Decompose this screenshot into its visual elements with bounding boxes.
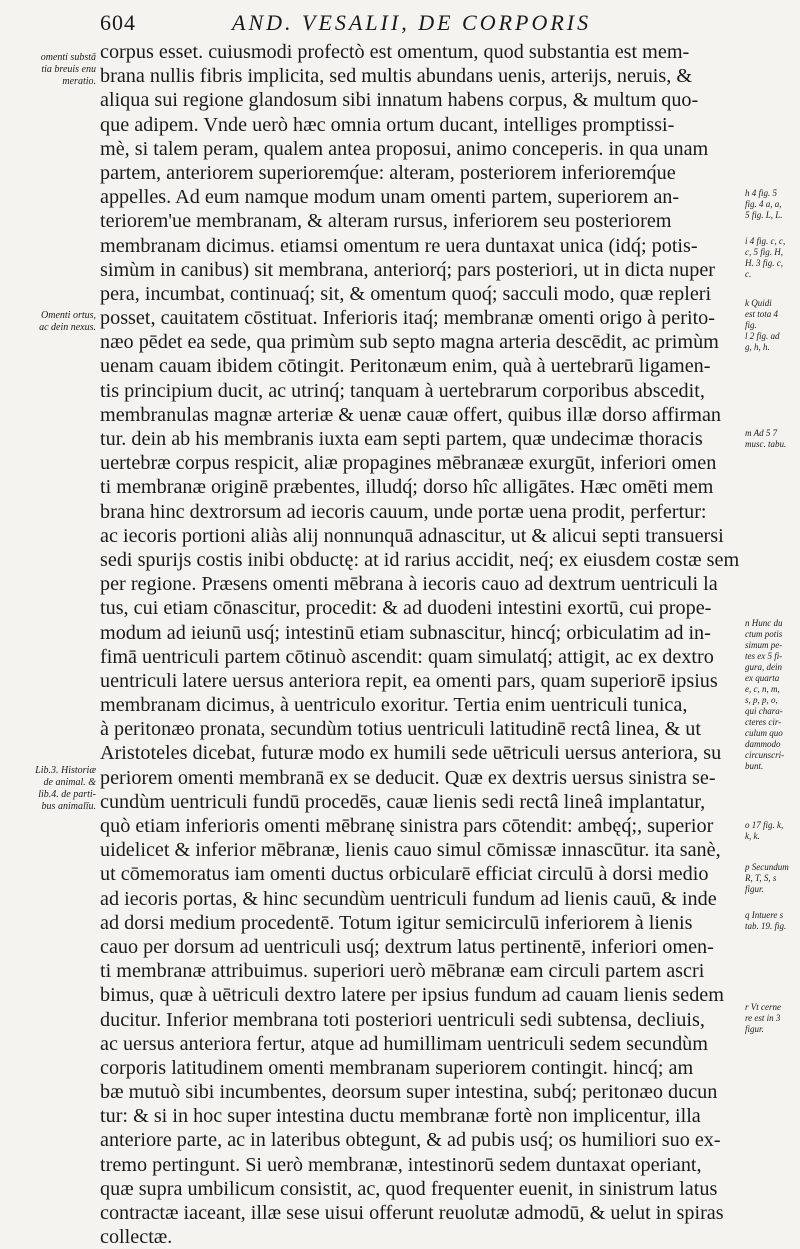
margin-note-line: fig. 4 a, a, <box>745 199 782 209</box>
text-line: brana hinc dextrorsum ad iecoris cauum, unde portæ uena prodit, perfertur: <box>100 500 707 523</box>
margin-note-line: tab. 19. fig. <box>745 921 787 931</box>
text-line: quæ supra umbilicum consistit, ac, quod frequenter euenit, in sinistrum latus <box>100 1177 718 1200</box>
margin-note-line: figur. <box>745 884 764 894</box>
text-line: aliqua sui regione glandosum sibi innatum habens corpus, & multum quo- <box>100 89 699 112</box>
text-line: ti membranæ attribuimus. superiori uerò mēbranæ eam circuli partem ascri <box>100 960 705 983</box>
margin-note-left-2 <box>4 310 96 334</box>
margin-note-line: figur. <box>745 1024 764 1034</box>
margin-note-line: est tota 4 <box>745 309 778 319</box>
text-line: membranam dicimus, à uentriculo exoritur. Tertia enim uentriculi tunica, <box>100 694 688 717</box>
text-line: contractæ iaceant, illæ sese uisui offerunt reuolutæ admodū, & uelut in spiras <box>100 1202 724 1224</box>
text-line: per regione. Præsens omenti mēbrana à iecoris cauo ad dextrum uentriculi la <box>100 573 718 596</box>
margin-note-right-i <box>745 236 797 280</box>
margin-note-line: qui chara- <box>745 706 783 716</box>
margin-note-right-r <box>745 1002 797 1035</box>
text-line: bimus, quæ à uētriculi dextro latere per ipsius fundum ad cauam lienis sedem <box>100 984 724 1007</box>
margin-note-line: bus animalīu. <box>41 801 96 812</box>
margin-note-right-n <box>745 618 797 772</box>
text-line: à peritonæo pronata, secundùm totius uentriculi latitudinē rectâ linea, & ut <box>100 718 701 741</box>
margin-note-line: meratio. <box>62 76 96 87</box>
margin-note-line: ac dein nexus. <box>39 322 96 333</box>
running-title: AND. VESALII, DE CORPORIS <box>232 10 592 35</box>
text-line: Aristoteles dicebat, futuræ modo ex humili sede uētriculi uersus anteriora, su <box>100 742 722 765</box>
margin-note-line: circunscri- <box>745 750 785 760</box>
margin-note-line: gura, dein <box>745 662 782 672</box>
margin-note-right-p <box>745 862 797 895</box>
text-line: tis principium ducit, ac utrinq́; tanquam à uertebrarum corporibus abscedit, <box>100 379 705 402</box>
margin-note-line: g, h, h. <box>745 342 770 352</box>
text-line: fimā uentriculi partem cōtinuò ascendit: quam simulatq́; attigit, ac ex dextro <box>100 645 714 668</box>
margin-note-line: H. 3 fig. c, <box>745 258 783 268</box>
text-line: pera, incumbat, continuaq́; sit, & omentum quoq́; sacculi modo, quæ repleri <box>100 282 712 305</box>
margin-note-line: de animal. & <box>43 777 96 788</box>
margin-note-line: Omenti ortus, <box>41 310 96 321</box>
margin-note-line: p Secundum <box>745 862 789 872</box>
text-line: membranam dicimus. etiamsi omentum re uera duntaxat unica (idq́; potis- <box>100 234 698 257</box>
margin-note-line: q Intuere s <box>745 910 784 920</box>
margin-note-line: dammodo <box>745 739 781 749</box>
page-number: 604 <box>100 10 136 35</box>
margin-note-line: k, k. <box>745 831 760 841</box>
margin-note-line: k Quidi <box>745 298 772 308</box>
text-line: partem, anteriorem superioremq́ue: alteram, posteriorem inferioremq́ue <box>100 161 676 184</box>
margin-note-line: m Ad 5 7 <box>745 428 778 438</box>
margin-note-line: n Hunc du <box>745 618 783 628</box>
text-line: modum ad ieiunū usq́; intestinū etiam subnascitur, hincq́; orbiculatim ad in- <box>100 621 711 644</box>
text-line: anteriore parte, ac in lateribus obtegunt, & ad pubis usq́; os humiliori suo ex- <box>100 1129 721 1152</box>
text-line: ac iecoris portioni aliàs alij nonnunquā adnascitur, ut & alicui septi transuersi <box>100 524 724 547</box>
margin-note-left-1 <box>4 52 96 88</box>
margin-note-line: 5 fig. L, L. <box>745 210 783 220</box>
text-line: bæ mutuò sibi incumbentes, deorsum super intestina, subq́; peritonæo ducun <box>100 1081 718 1104</box>
margin-note-line: R, T, S, s <box>745 873 777 883</box>
margin-note-line: ex quarta <box>745 673 780 683</box>
text-line: tremo pertingunt. Si uerò membranæ, intestinorū sedem duntaxat operiant, <box>100 1153 702 1176</box>
margin-note-line: r Vt cerne <box>745 1002 781 1012</box>
margin-note-line: omenti substā <box>40 52 96 63</box>
margin-note-line: fig. <box>745 320 757 330</box>
margin-note-line: l 2 fig. ad <box>745 331 780 341</box>
margin-note-line: tes ex 5 fi- <box>745 651 783 661</box>
text-line: mè, si talem peram, qualem antea proposui, animo conceperis. in qua unam <box>100 137 709 160</box>
margin-note-line: Lib.3. Historiæ <box>35 765 96 776</box>
margin-note-line: re est in 3 <box>745 1013 781 1023</box>
text-line: uidelicet & inferior mēbranæ, lienis cauo simul cōmissæ innascūtur. ita sanè, <box>100 839 721 862</box>
margin-note-line: lib.4. de parti- <box>38 789 96 800</box>
text-line: que adipem. Vnde uerò hæc omnia ortum ducant, intelliges promptissi- <box>100 113 675 136</box>
text-line: sedi spurijs costis inibi obductę: at id rarius accidit, neq́; ex eiusdem costæ sem <box>100 548 740 571</box>
text-line: tur. dein ab his membranis iuxta eam septi partem, quæ undecimæ thoracis <box>100 428 703 450</box>
text-line: periorem omenti membranā ex se deducit. Quæ ex dextris uersus sinistra se- <box>100 766 716 789</box>
text-line: næo pēdet ea sede, qua primùm sub septo magna arteria descēdit, ac primùm <box>100 331 719 354</box>
text-line: teriorem'ue membranam, & alteram rursus, inferiorem seu posteriorem <box>100 210 672 233</box>
margin-note-line: o 17 fig. k, <box>745 820 784 830</box>
margin-note-line: ctum potis <box>745 629 783 639</box>
text-line: corpus esset. cuiusmodi profectò est omentum, quod substantia est mem- <box>100 41 690 63</box>
margin-note-line: tia breuis enu <box>41 64 96 75</box>
text-line: posset, cauitatem cōstituat. Inferioris itaq́; membranæ omenti origo à perito- <box>100 307 715 330</box>
text-line: cundùm uentriculi fundū procedēs, cauæ lienis sedi rectâ lineâ implantatur, <box>100 790 706 813</box>
text-line: uenam cauam ibidem cōtingit. Peritonæum enim, quà à uertebrarū ligamen- <box>100 355 711 378</box>
margin-note-right-q <box>745 910 797 932</box>
text-line: ducitur. Inferior membrana toti posteriori uentriculi sedi subtensa, decliuis, <box>100 1008 705 1031</box>
margin-note-line: h 4 fig. 5 <box>745 188 778 198</box>
text-line: uertebræ corpus respicit, aliæ propagines mēbranææ exurgūt, inferiori omen <box>100 452 717 475</box>
margin-note-line: c. <box>745 269 752 279</box>
margin-note-line: e, c, n, m, <box>745 684 780 694</box>
text-line: tur: & si in hoc super intestina ductu membranæ fortè non implicentur, illa <box>100 1105 701 1128</box>
text-line: corporis latitudinem omenti membranam superiorem contingit. hincq́; am <box>100 1056 694 1079</box>
margin-note-line: simum pe- <box>745 640 783 650</box>
text-line: quò etiam inferioris omenti mēbranę sinistra pars cōtendit: ambęq́;, superior <box>100 815 714 837</box>
text-line: cauo per dorsum ad uentriculi usq́; dextrum latus pertinentē, inferiori omen- <box>100 935 714 958</box>
margin-note-line: i 4 fig. c, c, <box>745 236 786 246</box>
text-line: ad dorsi medium procedentē. Totum igitur semicirculū inferiorem à lienis <box>100 911 693 934</box>
text-line: appelles. Ad eum namque modum unam omenti partem, superiorem an- <box>100 186 680 209</box>
margin-note-line: s, p, p, o, <box>745 695 778 705</box>
text-line: ti membranæ originē præbentes, illudq́; dorso hîc alligātes. Hæc omēti mem <box>100 476 714 499</box>
main-text-block <box>100 40 743 1249</box>
text-line: simùm in canibus) sit membrana, anteriorq́; pars posteriori, ut in dicta nuper <box>100 258 716 281</box>
margin-note-line: c, 5 fig. H, <box>745 247 783 257</box>
margin-note-line: cteres cir- <box>745 717 782 727</box>
text-line: ad iecoris portas, & hinc secundùm uentriculi fundum ad lienis cauū, & inde <box>100 887 717 910</box>
margin-note-line: culum quo <box>745 728 783 738</box>
text-line: membranulas magnæ arteriæ & uenæ cauæ offert, quibus illæ dorso affirman <box>100 403 722 426</box>
page-header <box>100 8 740 38</box>
text-line: ac uersus anteriora fertur, atque ad humillimam uentriculi sedem secundùm <box>100 1032 708 1055</box>
text-line: collectæ. <box>100 1226 173 1249</box>
margin-note-right-k <box>745 298 797 353</box>
margin-note-left-3 <box>4 765 96 813</box>
text-line: tus, cui etiam cōnascitur, procedit: & ad duodeni intestini exortū, cui prope- <box>100 597 712 620</box>
margin-note-right-m <box>745 428 797 450</box>
text-line: brana nullis fibris implicita, sed multis abundans uenis, arterijs, neruis, & <box>100 65 693 88</box>
margin-note-line: bunt. <box>745 761 764 771</box>
margin-note-right-h <box>745 188 797 221</box>
text-line: ut cōmemoratus iam omenti ductus orbicularē efficiat circulū à dorsi medio <box>100 863 709 886</box>
text-line: uentriculi latere uersus anteriora repit, ea omenti pars, quam superiorē ipsius <box>100 669 718 692</box>
margin-note-right-o <box>745 820 797 842</box>
margin-note-line: musc. tabu. <box>745 439 787 449</box>
